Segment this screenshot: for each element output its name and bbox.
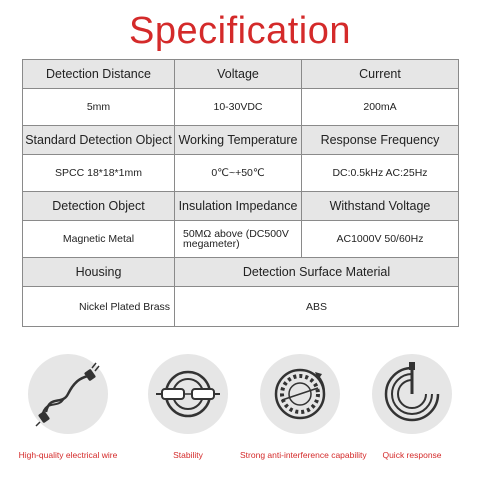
feature-label: Quick response — [382, 450, 442, 460]
value-withstand-voltage: AC1000V 50/60Hz — [302, 221, 459, 258]
feature-label: Stability — [173, 450, 203, 460]
header-working-temperature: Working Temperature — [175, 126, 302, 155]
quick-response-icon — [372, 354, 452, 434]
table-row — [23, 126, 459, 155]
value-voltage: 10-30VDC — [175, 89, 302, 126]
value-housing: Nickel Plated Brass — [23, 287, 175, 327]
value-standard-detection-object: SPCC 18*18*1mm — [23, 155, 175, 192]
value-detection-object: Magnetic Metal — [23, 221, 175, 258]
feature-icon-circle — [372, 354, 452, 434]
feature-electrical-wire — [8, 352, 128, 460]
feature-stability — [128, 352, 248, 460]
value-insulation-impedance: 50MΩ above (DC500V megameter) — [175, 221, 302, 258]
table-row — [23, 192, 459, 221]
header-standard-detection-object: Standard Detection Object — [23, 126, 175, 155]
header-detection-distance: Detection Distance — [23, 60, 175, 89]
value-response-frequency: DC:0.5kHz AC:25Hz — [302, 155, 459, 192]
table-row — [23, 258, 459, 287]
value-current: 200mA — [302, 89, 459, 126]
feature-quick-response — [352, 352, 472, 460]
header-detection-surface-material: Detection Surface Material — [175, 258, 459, 287]
header-withstand-voltage: Withstand Voltage — [302, 192, 459, 221]
table-row — [23, 60, 459, 89]
feature-label: Strong anti-interference capability — [240, 450, 367, 460]
page-title: Specification — [129, 10, 351, 52]
header-detection-object: Detection Object — [23, 192, 175, 221]
feature-icon-circle — [148, 354, 228, 434]
electrical-wire-icon — [28, 354, 108, 434]
value-detection-distance: 5mm — [23, 89, 175, 126]
header-response-frequency: Response Frequency — [302, 126, 459, 155]
feature-icon-circle — [28, 354, 108, 434]
anti-interference-icon — [260, 354, 340, 434]
value-working-temperature: 0℃~+50℃ — [175, 155, 302, 192]
feature-anti-interference — [240, 352, 367, 460]
table-row — [23, 89, 459, 126]
value-detection-surface-material: ABS — [175, 287, 459, 327]
feature-label: High-quality electrical wire — [18, 450, 118, 460]
feature-row — [0, 352, 480, 472]
specification-table — [22, 59, 459, 327]
table-row — [23, 287, 459, 327]
header-current: Current — [302, 60, 459, 89]
header-voltage: Voltage — [175, 60, 302, 89]
stability-icon — [148, 354, 228, 434]
table-row — [23, 155, 459, 192]
header-insulation-impedance: Insulation Impedance — [175, 192, 302, 221]
header-housing: Housing — [23, 258, 175, 287]
table-row — [23, 221, 459, 258]
feature-icon-circle — [260, 354, 340, 434]
